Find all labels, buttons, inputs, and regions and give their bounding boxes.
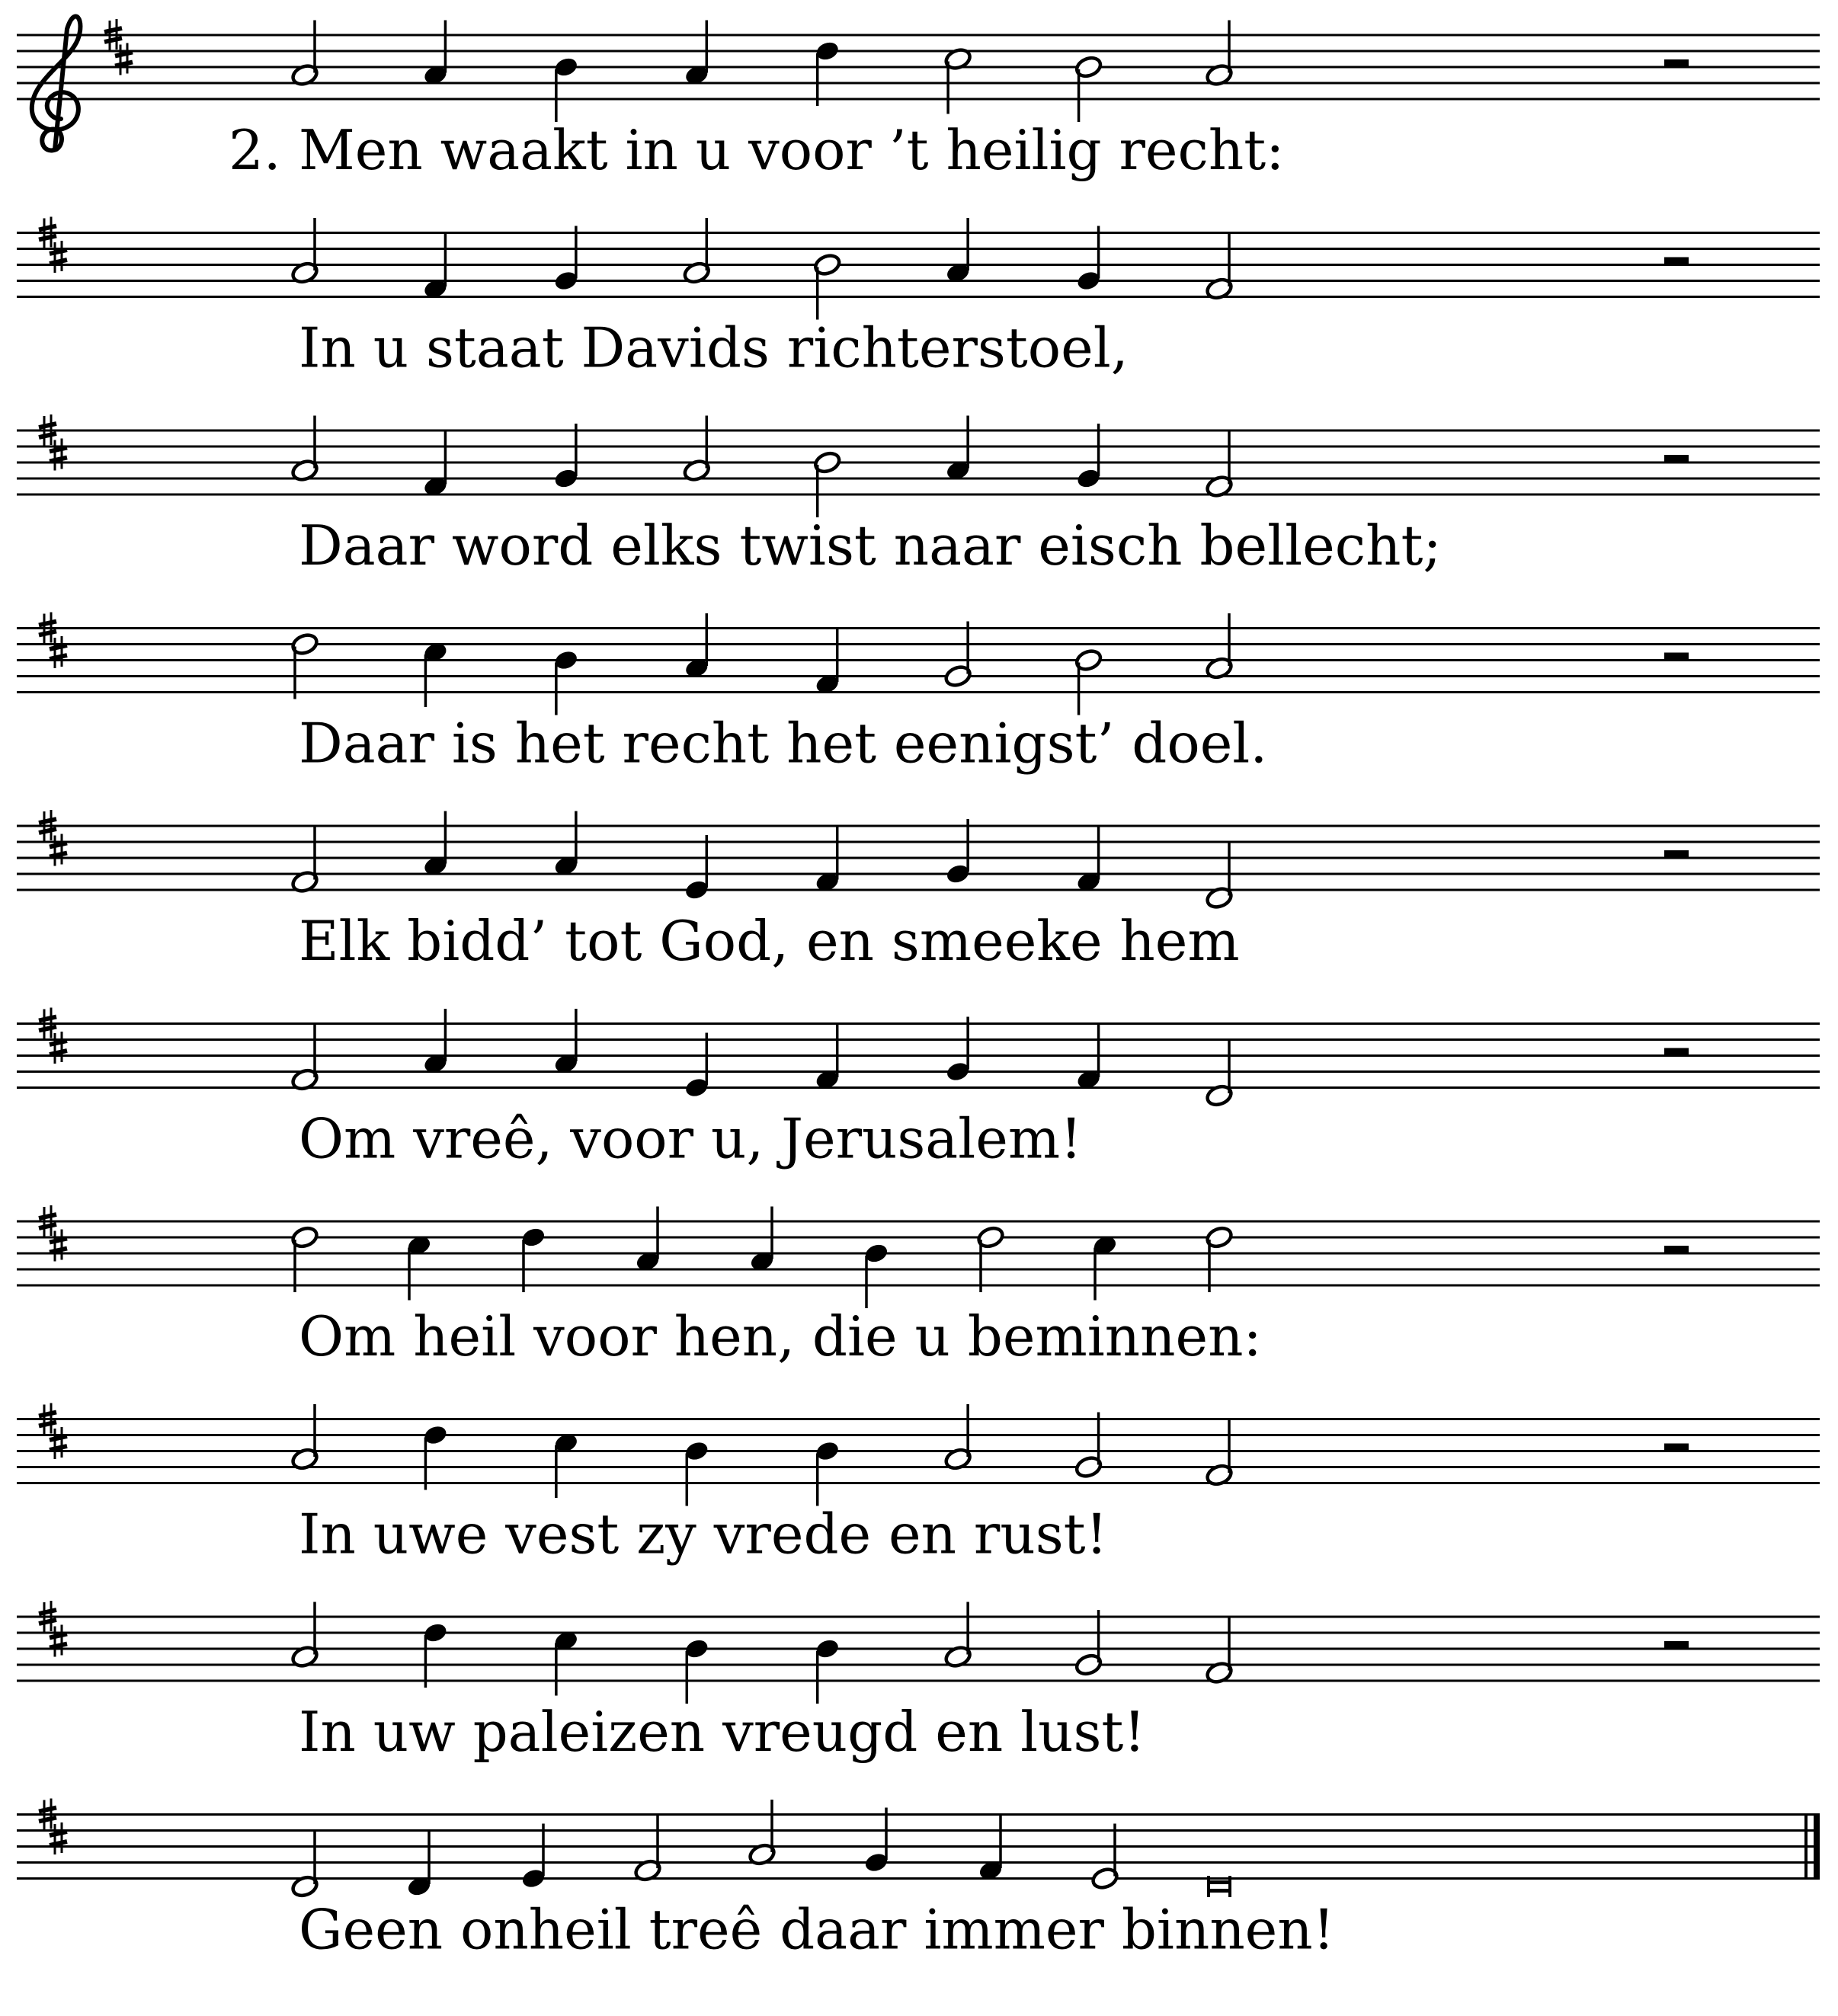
staff-lines — [17, 233, 1820, 297]
note — [815, 827, 840, 894]
note — [290, 827, 319, 894]
note — [553, 56, 578, 122]
note — [815, 1025, 840, 1091]
note — [1205, 21, 1234, 88]
note — [815, 629, 840, 696]
note — [943, 1404, 972, 1471]
note — [1205, 234, 1234, 301]
note — [815, 40, 840, 106]
staff-system — [17, 1601, 1820, 1764]
lyric-line: Daar word elks twist naar eisch bellecht; — [299, 514, 1442, 578]
note — [553, 226, 578, 293]
staff-system — [17, 1403, 1820, 1566]
staff-lines — [17, 629, 1820, 693]
lyric-line: Elk bidd’ tot God, en smeeke hem — [299, 909, 1240, 973]
note — [815, 1440, 840, 1506]
note — [423, 1621, 448, 1688]
staff-lines — [17, 35, 1820, 99]
half-rest — [1664, 1641, 1689, 1649]
lyric-line: Om heil voor hen, die u beminnen: — [299, 1304, 1262, 1368]
staff-lines — [17, 1419, 1820, 1483]
note — [684, 613, 709, 680]
note — [976, 1225, 1005, 1292]
note — [553, 649, 578, 715]
note — [943, 622, 972, 689]
note — [1074, 1610, 1103, 1677]
staff-lines — [17, 826, 1820, 890]
note — [423, 1009, 448, 1075]
note — [1074, 1413, 1103, 1480]
staff-lines — [17, 1617, 1820, 1681]
note — [943, 46, 972, 114]
lyric-line: In u staat Davids richterstoel, — [299, 315, 1129, 380]
staff-systems — [17, 17, 1820, 1962]
half-rest — [1664, 1246, 1689, 1253]
note — [684, 1440, 709, 1506]
lyric-line: Daar is het recht het eenigst’ doel. — [299, 711, 1268, 776]
note — [553, 1630, 578, 1696]
note — [290, 1602, 319, 1669]
staff-system — [17, 217, 1820, 380]
note — [863, 1808, 889, 1874]
note — [945, 1017, 970, 1083]
note — [684, 835, 709, 901]
note — [290, 416, 319, 483]
note — [290, 21, 319, 88]
note — [749, 1207, 774, 1273]
note — [553, 1432, 578, 1498]
note — [290, 218, 319, 285]
note — [684, 1637, 709, 1704]
note — [1205, 432, 1234, 499]
staff-lines — [17, 1024, 1820, 1088]
note — [978, 1816, 1003, 1882]
note — [290, 632, 319, 699]
note — [945, 416, 970, 482]
note — [520, 1824, 546, 1890]
note — [815, 1637, 840, 1704]
note — [945, 819, 970, 885]
lyric-line: In uwe vest zy vrede en rust! — [299, 1502, 1108, 1566]
note — [290, 1832, 319, 1899]
note — [553, 1009, 578, 1075]
staff-lines — [17, 1815, 1820, 1879]
staff-system — [17, 1799, 1820, 1962]
note — [863, 1242, 889, 1308]
verse-number: 2. — [229, 118, 281, 182]
note — [1074, 648, 1103, 715]
note — [290, 1025, 319, 1092]
note — [633, 1816, 662, 1883]
note — [684, 1033, 709, 1099]
note — [423, 432, 448, 498]
note — [1205, 1041, 1234, 1108]
staff-system — [17, 810, 1820, 973]
note — [553, 811, 578, 878]
note — [813, 252, 842, 319]
note — [1076, 1025, 1101, 1091]
half-rest — [1664, 850, 1689, 858]
staff-lines — [17, 430, 1820, 494]
note — [1205, 1420, 1234, 1487]
staff-lines — [17, 1221, 1820, 1285]
note — [290, 1225, 319, 1292]
staff-system — [17, 1008, 1820, 1171]
lyric-line: Geen onheil treê daar immer binnen! — [299, 1897, 1335, 1962]
lyric-line: In uw paleizen vreugd en lust! — [299, 1700, 1146, 1764]
note — [1076, 827, 1101, 894]
note — [423, 1424, 448, 1490]
note — [423, 811, 448, 878]
note — [290, 1404, 319, 1471]
staff-system — [17, 17, 1820, 182]
note — [684, 21, 709, 87]
note — [1205, 843, 1234, 910]
note — [945, 218, 970, 284]
note — [406, 1832, 431, 1898]
note — [1076, 226, 1101, 293]
staff-system — [17, 613, 1820, 776]
staff-system — [17, 414, 1820, 578]
note — [553, 424, 578, 490]
note — [1205, 1618, 1234, 1685]
half-rest — [1664, 1048, 1689, 1056]
note — [1076, 424, 1101, 490]
lyric-line: Om vreê, voor u, Jerusalem! — [299, 1106, 1083, 1171]
half-rest — [1664, 455, 1689, 462]
note — [406, 1234, 431, 1301]
half-rest — [1664, 59, 1689, 67]
note — [1090, 1824, 1119, 1891]
note — [1205, 1225, 1234, 1292]
note — [423, 234, 448, 300]
note — [813, 450, 842, 517]
note — [1092, 1234, 1117, 1301]
half-rest — [1664, 1444, 1689, 1451]
note — [520, 1226, 546, 1292]
half-rest — [1664, 653, 1689, 661]
note — [423, 21, 448, 87]
note — [748, 1800, 777, 1867]
note — [1074, 55, 1103, 122]
note — [943, 1602, 972, 1669]
half-rest — [1664, 258, 1689, 265]
staff-system — [17, 1205, 1820, 1368]
note — [423, 641, 448, 707]
note — [635, 1207, 660, 1273]
note — [1205, 613, 1234, 680]
note — [682, 416, 711, 483]
note — [682, 218, 711, 285]
lyric-line: Men waakt in u voor ’t heilig recht: — [299, 118, 1285, 182]
